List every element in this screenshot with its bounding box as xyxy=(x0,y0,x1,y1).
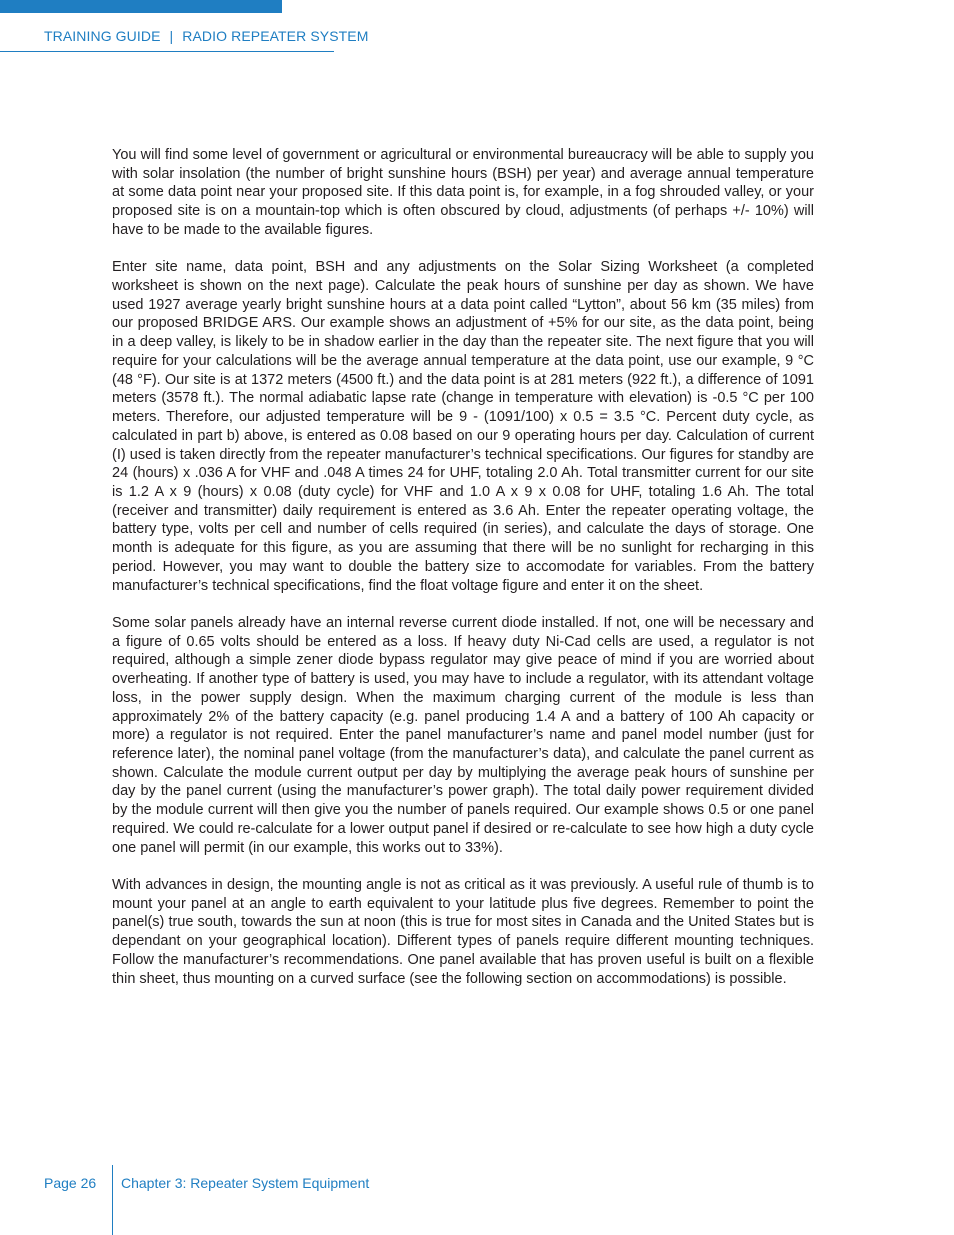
paragraph-worksheet: Enter site name, data point, BSH and any adjustments on the Solar Sizing Worksheet (a completed worksheet is shown on the next page). Calculate the peak hours of sunshine per day as shown. We have used 1927 average yearly bright sunshine hours at a data point called “Lytton”, about 56 km (35 miles) from our proposed BRIDGE ARS. Our example shows an adjustment of +5% for our site, as the data point, being in a deep valley, is likely to be in shadow earlier in the day than the repeater site. The next figure that you will require for your calculations will be the average annual temperature at the data point, use our example, 9 °C (48 °F). Our site is at 1372 meters (4500 ft.) and the data point is at 281 meters (922 ft.), a difference of 1091 meters (3578 ft.). The normal adiabatic lapse rate (change in temperature with elevation) is -0.5 °C per 100 meters. Therefore, our adjusted temperature will be 9 - (1091/100) x 0.5 = 3.5 °C. Percent duty cycle, as calculated in part b) above, is entered as 0.08 based on our 9 operating hours per day. Calculation of current (I) used is taken directly from the repeater manufacturer’s technical specifications. Our figures for standby are 24 (hours) x .036 A for VHF and .048 A times 24 for UHF, totaling 2.0 Ah. Total transmitter current for our site is 1.2 A x 9 (hours) x 0.08 (duty cycle) for VHF and 1.0 A x 9 x 0.08 for UHF, totaling 1.6 Ah. The total (receiver and transmitter) daily requirement is entered as 3.6 Ah. Enter the repeater operating voltage, the battery type, volts per cell and number of cells required (in series), and calculate the days of storage. One month is adequate for this figure, as you are assuming that there will be no sunlight for recharging in this period. However, you may want to double the battery size to accomodate for variables. From the battery manufacturer’s technical specifications, find the float voltage figure and enter it on the sheet. xyxy=(112,259,814,594)
header-rule xyxy=(0,51,334,52)
page-number: Page 26 xyxy=(44,1175,97,1191)
paragraph-mounting: With advances in design, the mounting angle is not as critical as it was previously. A useful rule of thumb is to mount your panel at an angle to earth equivalent to your latitude plus five degrees. Remember to point the panel(s) true south, towards the sun at noon (this is true for most sites in Canada and the United States but is dependant on your geographical location). Different types of panels require different mounting techniques. Follow the manufacturer’s recommendations. One panel available that has proven useful is built on a flexible thin sheet, thus mounting on a curved surface (see the following section on accommodations) is possible. xyxy=(112,877,814,987)
header-accent-bar xyxy=(0,0,282,13)
footer-divider xyxy=(112,1165,113,1235)
header-separator: | xyxy=(169,28,174,44)
paragraph-solar-panels: Some solar panels already have an internal reverse current diode installed. If not, one will be necessary and a figure of 0.65 volts should be entered as a loss. If heavy duty Ni-Cad cells are used, a regulator is not required, although a simple zener diode bypass regulator may give peace of mind if you are worried about overheating. If another type of battery is used, you may have to include a regulator, with its attendant voltage loss, in the power supply design. When the maximum charging current of the module is less than approximately 2% of the battery capacity (e.g. panel producing 1.4 A and a battery of 100 Ah capacity or more) a regulator is not required. Enter the panel manufacturer’s name and panel model number (just for reference later), the nominal panel voltage (from the manufacturer’s data), and calculate the panel current as shown. Calculate the module current output per day by multiplying the average peak hours of sunshine per day by the panel current (using the manufacturer’s power graph). The total daily power requirement divided by the module current will then give you the number of panels required. Our example shows 0.5 or one panel required. We could re-calculate for a lower output panel if desired or re-calculate to see how high a duty cycle one panel will permit (in our example, this works out to 33%). xyxy=(112,614,814,856)
chapter-title: Chapter 3: Repeater System Equipment xyxy=(121,1175,370,1191)
system-title: RADIO REPEATER SYSTEM xyxy=(182,28,369,44)
guide-title: TRAINING GUIDE xyxy=(44,28,161,44)
running-header xyxy=(44,28,369,44)
body-text xyxy=(112,146,814,1007)
paragraph-insolation: You will find some level of government or agricultural or environmental bureaucracy will be able to supply you with solar insolation (the number of bright sunshine hours (BSH) per year) and average annual temperature at some data point near your proposed site. If this data point is, for example, in a fog shrouded valley, or your proposed site is on a mountain-top which is often obscured by cloud, adjustments (of perhaps +/- 10%) will have to be made to the available figures. xyxy=(112,147,814,238)
